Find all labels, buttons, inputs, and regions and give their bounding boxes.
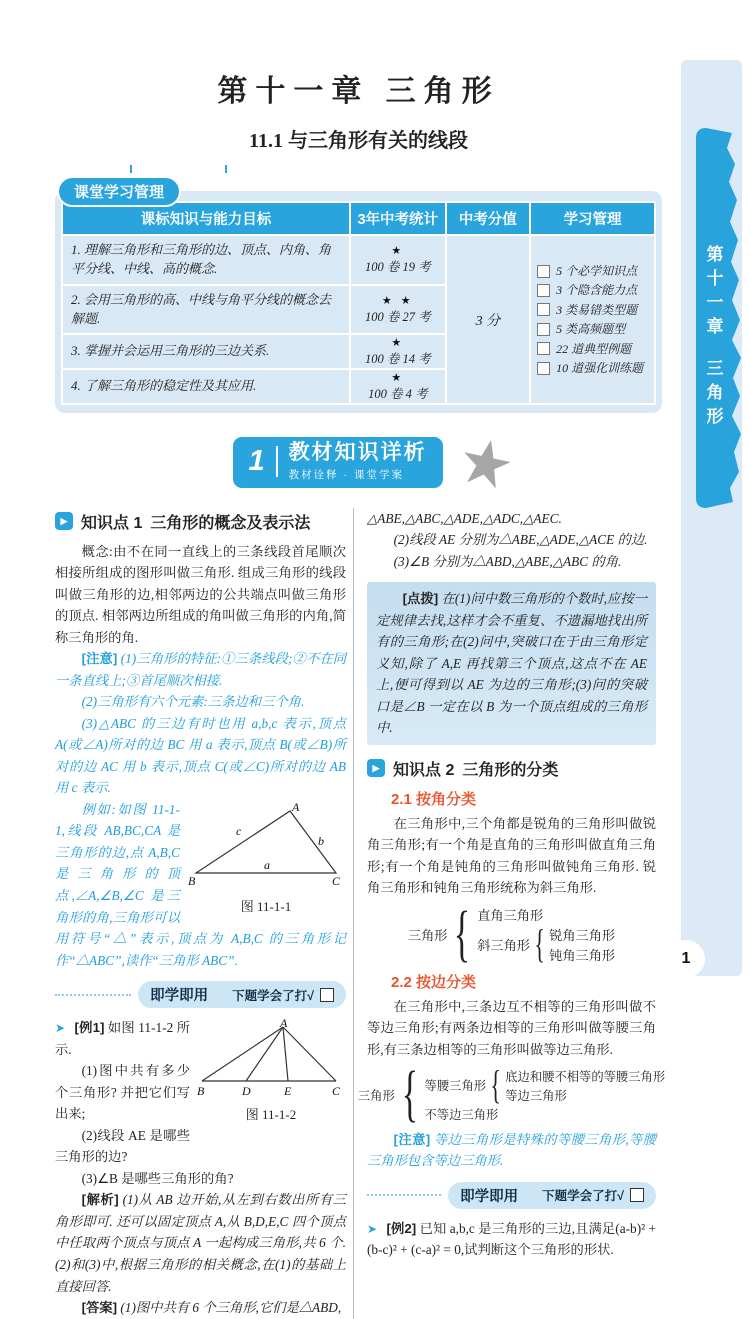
kp1-title: 三角形的概念及表示法: [150, 514, 311, 532]
practice-label: 即学即用: [460, 1188, 519, 1205]
dotted-line: [55, 994, 131, 996]
answer-part-3: (3)∠B 分别为△ABD,△ABE,△ABC 的角.: [393, 553, 622, 569]
answer-continuation: △ABE,△ABC,△ADE,△ADC,△AEC.: [367, 510, 562, 526]
subsection-2-1: 2.1 按角分类: [391, 790, 477, 808]
note-label: [注意]: [81, 651, 118, 667]
knowledge-point-1-heading: [55, 510, 346, 533]
example-1-q2: (2)线段 AE 是哪些三角形的边?: [55, 1127, 190, 1165]
svg-text:c: c: [236, 823, 242, 838]
left-column: [55, 508, 353, 1319]
example-2-label: [例2]: [386, 1220, 417, 1236]
example-1-analysis: [解析] (1)从 AB 边开始,从左到右数出所有三角形即可. 还可以固定顶点 A,从 B,D,E,C 四个顶点中任取两个顶点与顶点 A 一起构成三角形,共 6 个. (2)和(3)中,根据三角形的相关概念,在(1)的基础上直接回答.: [55, 1192, 346, 1294]
section-title: 11.1 与三角形有关的线段: [249, 130, 468, 152]
kp2-label: 知识点 2: [393, 761, 455, 779]
svg-text:D: D: [242, 1084, 251, 1099]
decorative-tick-icon: [130, 165, 132, 173]
brace-glyph: {: [454, 899, 471, 968]
goal-cell: 2. 会用三角形的高、中线与角平分线的概念去解题.: [62, 285, 350, 335]
practice-divider: [55, 981, 346, 1008]
chapter-tab-line1: 第十一章: [703, 245, 723, 341]
checklist-item: 22 道典型例题: [537, 342, 648, 356]
triangle-figure: [186, 801, 346, 891]
star-rating: ★: [391, 337, 405, 350]
analysis-label: [解析]: [81, 1192, 119, 1208]
kp2-title: 三角形的分类: [462, 761, 559, 779]
table-row: [62, 235, 655, 285]
page-number: 1: [681, 950, 691, 967]
dotted-line: [367, 1194, 441, 1196]
kp1-label: 知识点 1: [81, 514, 143, 532]
pointer-icon: ➤: [55, 1021, 66, 1036]
page-number-badge: [667, 940, 705, 978]
checkbox-icon[interactable]: [537, 265, 550, 278]
brace-glyph: {: [490, 1062, 501, 1108]
example-1-block: [55, 1017, 346, 1318]
stat-cell: ★ 100 卷 4 考: [350, 369, 446, 404]
classification-diagram-by-angle: 三角形 { 直角三角形 斜三角形 { 锐角三角形 钝角三角形: [407, 899, 616, 968]
knowledge-point-2-heading: [367, 757, 656, 780]
play-icon: ▶: [367, 759, 385, 777]
answer-label: [答案]: [81, 1300, 118, 1316]
checkbox-icon[interactable]: [630, 1188, 644, 1202]
chapter-sidebar: [681, 60, 742, 976]
checkbox-icon[interactable]: [537, 323, 550, 336]
learning-management-panel: [55, 184, 662, 413]
example-2-block: ➤ [例2] 已知 a,b,c 是三角形的三边,且满足(a-b)² + (b-c)² + (c-a)² = 0,试判断这个三角形的形状.: [367, 1220, 657, 1258]
chapter-tab: [701, 245, 725, 431]
note-paragraph-1: [注意] (1)三角形的特征:①三条线段;②不在同一条直线上;③首尾顺次相接.: [55, 651, 347, 688]
example-with-figure: [55, 799, 346, 971]
example-paragraph: 例如:如图 11-1-1,线段 AB,BC,CA 是三角形的边,点 A,B,C 是三角形的顶点,∠A,∠B,∠C 是三角形的角,三角形可以用符号“△”表示,顶点为 A,B,C 的三角形记作“△ABC”,读作“三角形 ABC”.: [55, 801, 346, 968]
stat-cell: ★ 100 卷 19 考: [350, 235, 446, 285]
checklist-item: 3 个隐含能力点: [537, 283, 648, 297]
section-number: 1: [249, 446, 278, 478]
goal-cell: 1. 理解三角形和三角形的边、顶点、内角、角平分线、中线、高的概念.: [62, 235, 350, 285]
note-paragraph-2: (2)三角形有六个元素:三条边和三个角.: [81, 694, 305, 710]
subsection-2-2: 2.2 按边分类: [391, 973, 477, 991]
checkbox-icon[interactable]: [537, 342, 550, 355]
star-rating: ★: [391, 372, 405, 385]
brace-glyph: {: [401, 1059, 418, 1128]
checkbox-icon[interactable]: [537, 362, 550, 375]
kp2-paragraph-2: 在三角形中,三条边互不相等的三角形叫做不等边三角形;有两条边相等的三角形叫做等腰三角形,有三条边相等的三角形叫做等边三角形.: [367, 998, 656, 1058]
practice-divider: [367, 1182, 656, 1209]
management-checklist: [530, 235, 655, 404]
note-paragraph-3: (3)△ABC 的三边有时也用 a,b,c 表示,顶点 A(或∠A)所对的边 BC 用 a 表示,顶点 B(或∠B)所对的边 AC 用 b 表示,顶点 C(或∠C)所对的边 AB 用 c 表示.: [55, 715, 346, 796]
svg-text:b: b: [318, 833, 324, 848]
star-rating: ★ ★: [381, 295, 414, 308]
checklist-item: 3 类易错类型题: [537, 303, 648, 317]
brace-glyph: {: [534, 921, 545, 967]
svg-text:C: C: [332, 1084, 341, 1099]
concept-paragraph: 概念:由不在同一直线上的三条线段首尾顺次相接所组成的图形叫做三角形. 组成三角形的线段叫做三角形的边,相邻两边的公共端点叫做三角形的顶点. 相邻两边所组成的角叫做三角形的内角,简称三角形的角.: [55, 543, 346, 645]
example-1-q1: (1)图中共有多少个三角形? 并把它们写出来;: [55, 1063, 190, 1122]
checkbox-icon[interactable]: [537, 303, 550, 316]
checklist-item: 5 个必学知识点: [537, 264, 648, 278]
section-banner-title: 教材知识详析: [288, 441, 427, 465]
star-icon: [457, 435, 515, 493]
svg-text:E: E: [284, 1084, 292, 1099]
svg-text:a: a: [264, 857, 270, 872]
figure-11-1-1: [186, 801, 346, 915]
svg-text:A: A: [280, 1016, 288, 1031]
management-table: [61, 201, 656, 405]
pointer-icon: ➤: [367, 1221, 378, 1236]
svg-text:A: A: [292, 799, 300, 814]
management-badge: 课堂学习管理: [57, 176, 181, 207]
svg-text:B: B: [197, 1084, 205, 1099]
section-banner: [233, 437, 485, 487]
kp2-note: [注意] 等边三角形是特殊的等腰三角形,等腰三角形包含等边三角形.: [367, 1131, 657, 1169]
goal-cell: 4. 了解三角形的稳定性及其应用.: [62, 369, 350, 404]
chapter-tab-line2: 三角形: [703, 359, 723, 431]
col-header-management: 学习管理: [530, 202, 655, 235]
stat-cell: ★ ★ 100 卷 27 考: [350, 285, 446, 335]
classification-diagram-by-side: 三角形 { 等腰三角形 { 底边和腰不相等的等腰三角形 等边三角形 不等边三角形: [357, 1059, 666, 1128]
col-header-exam-stats: 3年中考统计: [350, 202, 446, 235]
right-column: [353, 508, 666, 1319]
answer-part-2: (2)线段 AE 分别为△ABE,△ADE,△ACE 的边.: [393, 532, 648, 548]
figure-caption: 图 11-1-1: [240, 898, 292, 914]
example-1-intro: ➤ [例1] 如图 11-1-2 所示.: [55, 1020, 190, 1057]
decorative-tick-icon: [225, 165, 227, 173]
col-header-goals: 课标知识与能力目标: [62, 202, 350, 235]
example-1-q3: (3)∠B 是哪些三角形的角?: [81, 1170, 234, 1186]
practice-hint: 下题学会了打√: [542, 1186, 644, 1204]
practice-label: 即学即用: [150, 988, 209, 1005]
tip-label: [点拨]: [402, 591, 439, 607]
tip-block: [点拨] 在(1)问中数三角形的个数时,应按一定规律去找,这样才会不重复、不遗漏地找出所有的三角形;在(2)问中,突破口在于由三角形定义知,除了 A,E 再找第三个顶点,这点不在 AE 上,便可得到以 AE 为边的三角形;(3)问的突破口是∠B 一定在以 B 为一个顶点组成的三角形中.: [367, 582, 656, 745]
score-cell: 3 分: [446, 235, 531, 404]
kp2-paragraph-1: 在三角形中,三个角都是锐角的三角形叫做锐角三角形;有一个角是直角的三角形叫做直角三角形;有一个角是钝角的三角形叫做钝角三角形. 锐角三角形和钝角三角形统称为斜三角形.: [367, 815, 656, 896]
practice-hint: 下题学会了打√: [232, 986, 334, 1004]
stat-cell: ★ 100 卷 14 考: [350, 334, 446, 369]
example-1-label: [例1]: [74, 1020, 105, 1036]
checklist-item: 5 类高频题型: [537, 322, 648, 336]
star-rating: ★: [391, 245, 405, 258]
section-banner-subtitle: 教材诠释 · 课堂学案: [288, 468, 404, 481]
svg-text:C: C: [332, 873, 341, 888]
checkbox-icon[interactable]: [537, 284, 550, 297]
figure-caption: 图 11-1-2: [245, 1107, 297, 1123]
play-icon: ▶: [55, 512, 73, 530]
example-1-answer: [答案] (1)图中共有 6 个三角形,它们是△ABD,: [81, 1300, 342, 1316]
svg-text:B: B: [188, 873, 196, 888]
note-label: [注意]: [393, 1131, 431, 1147]
checklist-item: 10 道强化训练题: [537, 361, 648, 375]
chapter-title: 第十一章 三角形: [217, 75, 500, 108]
goal-cell: 3. 掌握并会运用三角形的三边关系.: [62, 334, 350, 369]
col-header-score: 中考分值: [446, 202, 531, 235]
checkbox-icon[interactable]: [320, 988, 334, 1002]
